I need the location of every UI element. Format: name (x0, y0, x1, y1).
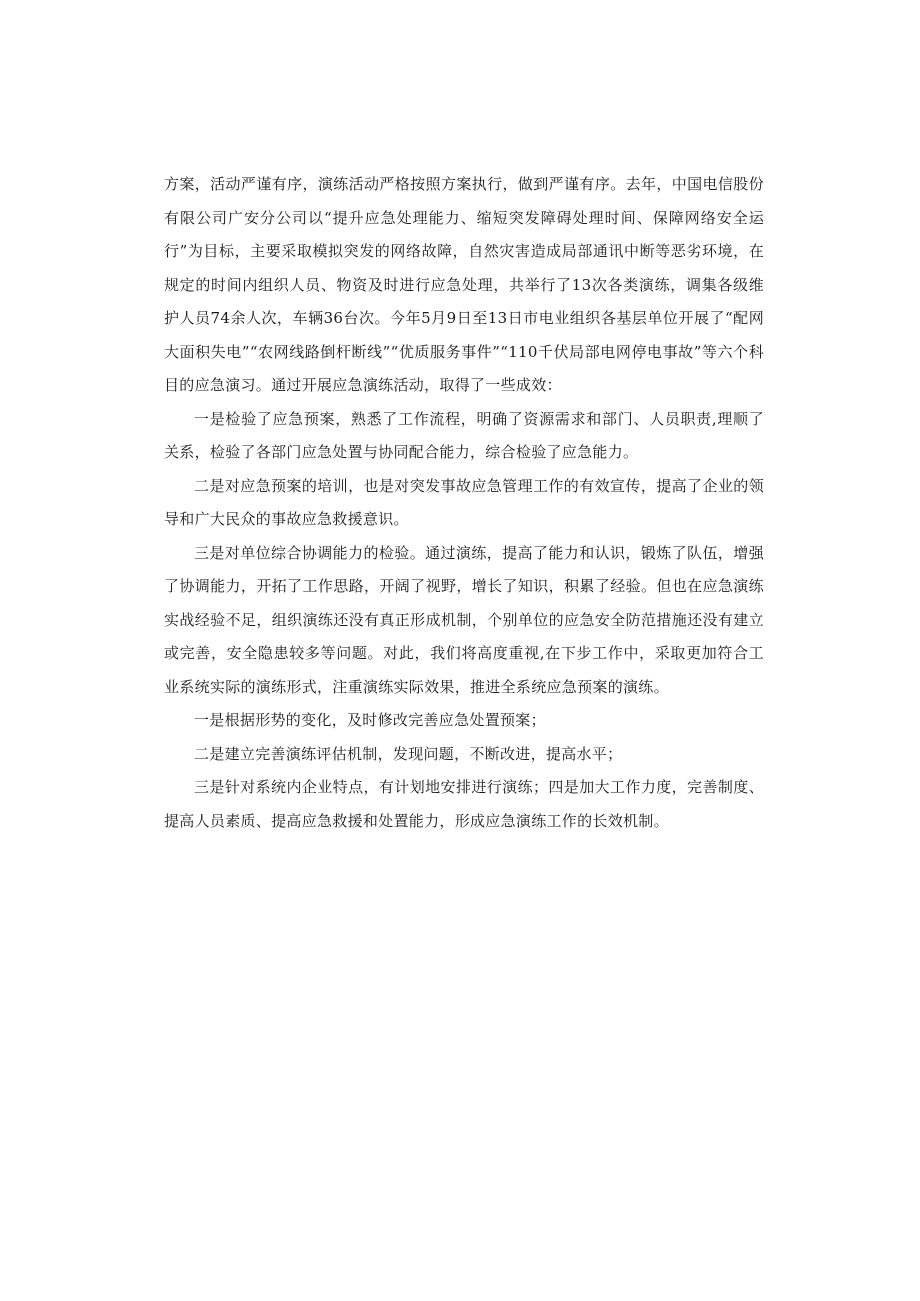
paragraph-measure-one: 一是根据形势的变化，及时修改完善应急处置预案； (194, 711, 546, 729)
paragraph-result-three: 三是对单位综合协调能力的检验。通过演练，提高了能力和认识，锻炼了队伍，增强了协调能力，开拓了工作思路，开阔了视野，增长了知识，积累了经验。但也在应急演练实战经验不足，组织演练还没有真正形成机制，个别单位的应急安全防范措施还没有建立或完善，安全隐患较多等问题。对此，我们将高度重视,在下步工作中，采取更加符合工业系统实际的演练形式，注重演练实际效果，推进全系统应急预案的演练。 (164, 543, 764, 696)
paragraph-measure-two: 二是建立完善演练评估机制，发现问题，不断改进，提高水平； (194, 744, 623, 763)
paragraph-measure-three: 三是针对系统内企业特点，有计划地安排进行演练；四是加大工作力度，完善制度、提高人员素质、提高应急救援和处置能力，形成应急演练工作的长效机制。 (164, 778, 764, 830)
paragraph-result-one: 一是检验了应急预案，熟悉了工作流程，明确了资源需求和部门、人员职责,理顺了关系，检验了各部门应急处置与协同配合能力，综合检验了应急能力。 (164, 409, 764, 461)
document-body (164, 168, 764, 838)
paragraph-continuation: 方案，活动严谨有序，演练活动严格按照方案执行，做到严谨有序。去年，中国电信股份有限公司广安分公司以“提升应急处理能力、缩短突发障碍处理时间、保障网络安全运行”为目标，主要采取模拟突发的网络故障，自然灾害造成局部通讯中断等恶劣环境，在规定的时间内组织人员、物资及时进行应急处理，共举行了13次各类演练，调集各级维护人员74余人次，车辆36台次。今年5月9日至13日市电业组织各基层单位开展了“配网大面积失电”“农网线路倒杆断线”“优质服务事件”“110千伏局部电网停电事故”等六个科目的应急演习。通过开展应急演练活动，取得了一些成效： (164, 175, 764, 394)
paragraph-result-two: 二是对应急预案的培训，也是对突发事故应急管理工作的有效宣传，提高了企业的领导和广大民众的事故应急救援意识。 (164, 476, 764, 528)
